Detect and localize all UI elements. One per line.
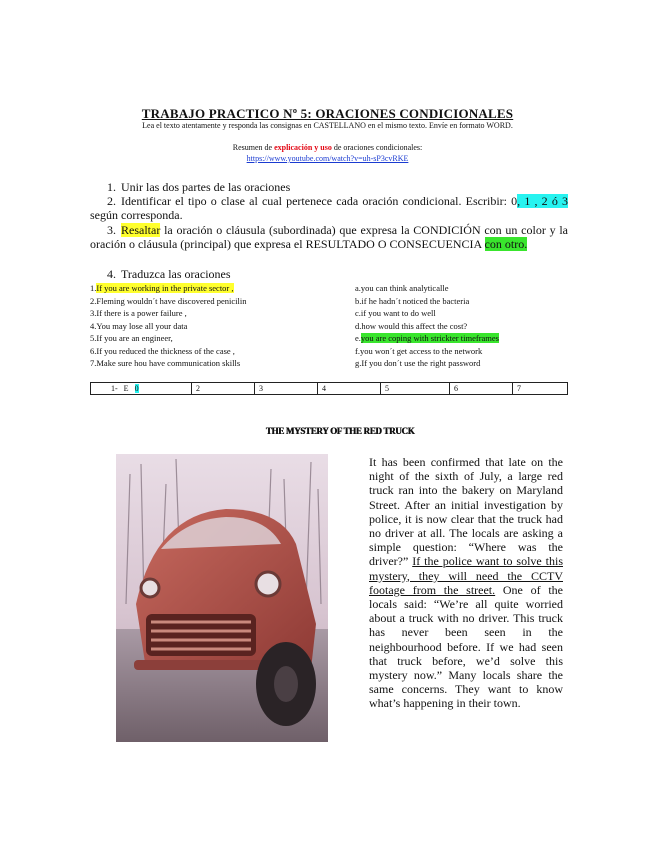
summary-highlight: explicación y uso (274, 143, 332, 152)
answer-table (90, 382, 568, 395)
step-3: 3. Resaltar la oración o cláusula (subordinada) que expresa la CONDICIÓN con un color y la oración o cláusula (principal) que expresa el RESULTADO O CONSECUENCIA con otro. (90, 223, 568, 251)
list-item: 5.If you are an engineer, (90, 333, 173, 343)
list-item: 1.If you are working in the private sector , (90, 283, 234, 293)
answer-cell[interactable]: 2 (192, 383, 255, 395)
list-item: 7.Make sure hou have communication skills (90, 358, 241, 368)
instructions: Lea el texto atentamente y responda las consignas en CASTELLANO en el mismo texto. Envíe en formato WORD. (142, 121, 513, 130)
list-item: 3.If there is a power failure , (90, 308, 187, 318)
list-item: e.you are coping with strickter timeframes (355, 333, 499, 343)
step-3-con-otro: con otro. (484, 237, 528, 251)
list-item: 6.If you reduced the thickness of the case , (90, 345, 235, 356)
step-4: 4. Traduzca las oraciones (107, 267, 231, 281)
underlined-sentence: If the police want to solve this mystery, they will need the CCTV footage from the street. (369, 554, 563, 597)
left-sentence-list (90, 282, 247, 370)
summary-suffix: de oraciones condicionales: (331, 143, 423, 152)
story-text: It has been confirmed that late on the night of the sixth of July, a large red truck ran into the bakery on Maryland Street. After an initial investigation by police, it is now clear that the truck had no driver at all. The locals are asking a simple question: “Where was the driver?” If the police want to solve this mystery, they will need the CCTV footage from the street. One of the locals said: “We’re all quite worried about a truck with no driver. This truck has never been seen in the neighbourhood before. If we had seen that truck before, we’d solve this mystery now.” Many locals share the same concerns. They want to know what’s happening in their town. (369, 455, 563, 711)
list-item: a.you can think analyticalle (355, 283, 449, 293)
list-item: g.If you don´t use the right password (355, 358, 481, 368)
list-item: b.if he hadn´t noticed the bacteria (355, 295, 470, 306)
step-1: 1. Unir las dos partes de las oraciones (107, 180, 291, 194)
list-item: 2.Fleming wouldn´t have discovered penicilin (90, 295, 247, 306)
list-item: c.if you want to do well (355, 308, 436, 318)
answer-cell[interactable]: 7 (513, 383, 568, 395)
answer-cell[interactable]: 3 (255, 383, 318, 395)
list-item: d.how would this affect the cost? (355, 320, 468, 331)
step-3-resaltar: Resaltar (121, 223, 161, 237)
page-title: TRABAJO PRACTICO Nº 5: ORACIONES CONDICIONALES (141, 106, 514, 121)
summary-line (0, 143, 655, 152)
story-title: THE MYSTERY OF THE RED TRUCK (265, 426, 415, 436)
step-2: 2. Identificar el tipo o clase al cual pertenece cada oración condicional. Escribir: 0, 1 , 2 ó 3 según corresponda. (90, 194, 568, 222)
red-truck-photo (116, 454, 328, 742)
right-sentence-list (355, 282, 499, 370)
summary-prefix: Resumen de (232, 143, 275, 152)
answer-cell[interactable]: 5 (381, 383, 450, 395)
step-2-options: , 1 , 2 ó 3 (517, 194, 568, 208)
answer-cell[interactable]: 4 (318, 383, 381, 395)
list-item: f.you won´t get access to the network (355, 345, 483, 356)
youtube-link[interactable]: https://www.youtube.com/watch?v=uh-sP3cvRKE (246, 154, 409, 163)
list-item: 4.You may lose all your data (90, 320, 188, 331)
answer-cell[interactable]: 1- E 0 (91, 383, 192, 395)
answer-cell[interactable]: 6 (450, 383, 513, 395)
